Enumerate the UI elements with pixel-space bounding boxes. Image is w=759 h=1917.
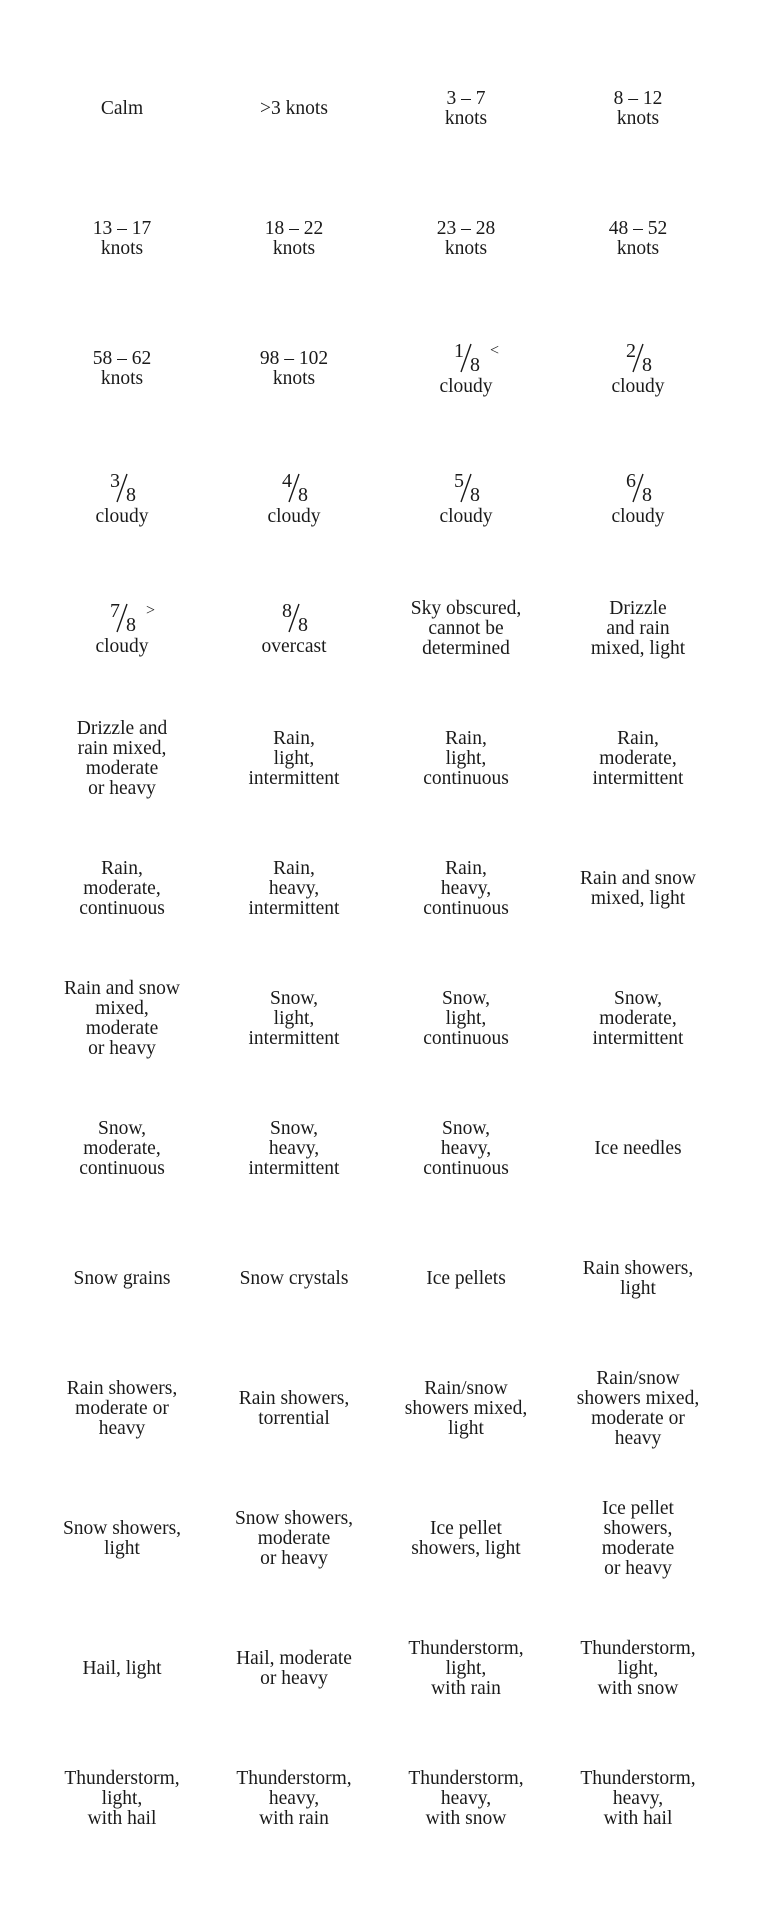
cell-label: Snow, light, intermittent [248, 988, 340, 1049]
legend-cell [208, 1734, 380, 1864]
legend-cell [208, 564, 380, 694]
legend-cell [36, 1734, 208, 1864]
legend-cell [552, 1344, 724, 1474]
cell-label: cloudy [611, 506, 665, 527]
fraction-denominator: 8 [469, 354, 480, 376]
cell-label: cloudy [95, 506, 149, 527]
fraction-denominator: 8 [298, 614, 308, 636]
cell-label: 8 – 12 knots [613, 88, 663, 129]
fraction-numerator: 2 [625, 340, 636, 362]
fraction-numerator: 8 [282, 600, 292, 622]
fraction-numerator: 1 [453, 340, 464, 362]
fraction-numerator: 3 [109, 470, 120, 492]
legend-cell [552, 1474, 724, 1604]
cloud-cover-fraction-group [262, 601, 327, 657]
legend-cell [36, 174, 208, 304]
fraction [100, 600, 156, 636]
legend-cell [208, 434, 380, 564]
legend-cell [380, 954, 552, 1084]
legend-cell [552, 1604, 724, 1734]
cell-label: 23 – 28 knots [436, 218, 496, 259]
legend-cell [552, 824, 724, 954]
cell-label: Drizzle and rain mixed, light [590, 598, 686, 659]
cloud-cover-fraction-group [439, 471, 492, 527]
legend-cell [208, 1084, 380, 1214]
legend-cell [552, 564, 724, 694]
cell-label: Rain, heavy, intermittent [248, 858, 340, 919]
legend-cell [208, 1344, 380, 1474]
cloud-cover-fraction-group [267, 471, 320, 527]
legend-cell [380, 1474, 552, 1604]
fraction-denominator: 8 [641, 354, 652, 376]
fraction [100, 471, 144, 505]
legend-cell [552, 694, 724, 824]
fraction [616, 341, 660, 375]
fraction [272, 471, 316, 505]
fraction-denominator: 8 [469, 484, 480, 506]
legend-cell [36, 1604, 208, 1734]
cell-label: Thunderstorm, heavy, with rain [236, 1768, 352, 1829]
legend-cell [36, 1474, 208, 1604]
cell-label: Thunderstorm, heavy, with snow [408, 1768, 524, 1829]
legend-cell [552, 174, 724, 304]
weather-symbol-legend [0, 44, 759, 1864]
legend-cell [552, 1214, 724, 1344]
legend-cell [380, 824, 552, 954]
fraction [616, 471, 660, 505]
fraction-numerator: 7 [109, 600, 120, 622]
cell-label: Thunderstorm, light, with hail [64, 1768, 180, 1829]
cell-label: Thunderstorm, light, with rain [408, 1638, 524, 1699]
cell-label: Drizzle and rain mixed, moderate or heavy [76, 718, 168, 799]
cell-label: Rain showers, moderate or heavy [66, 1378, 178, 1439]
cell-label: Thunderstorm, light, with snow [580, 1638, 696, 1699]
cell-label: Sky obscured, cannot be determined [410, 598, 522, 659]
cell-label: Snow, heavy, continuous [423, 1118, 509, 1179]
cell-label: 13 – 17 knots [92, 218, 152, 259]
fraction-numerator: 4 [281, 470, 292, 492]
cell-label: Snow showers, light [62, 1518, 182, 1559]
legend-cell [36, 304, 208, 434]
fraction-numerator: 6 [625, 470, 636, 492]
cell-label: cloudy [95, 636, 149, 657]
cell-label: Rain, light, continuous [423, 728, 509, 789]
legend-cell [36, 1344, 208, 1474]
legend-cell [380, 1214, 552, 1344]
fraction-denominator: 8 [297, 484, 308, 506]
legend-cell [36, 44, 208, 174]
legend-cell [208, 44, 380, 174]
legend-cell [208, 174, 380, 304]
fraction-numerator: 5 [453, 470, 464, 492]
legend-cell [208, 694, 380, 824]
fraction [444, 340, 500, 376]
legend-cell [208, 824, 380, 954]
legend-cell [36, 434, 208, 564]
legend-cell [552, 1734, 724, 1864]
legend-cell [380, 1604, 552, 1734]
legend-cell [208, 1604, 380, 1734]
cell-label: 3 – 7 knots [444, 88, 488, 129]
legend-cell [552, 304, 724, 434]
cloud-cover-fraction-group [95, 471, 148, 527]
cloud-cover-fraction-group [611, 471, 664, 527]
cell-label: Calm [100, 98, 144, 119]
cell-label: cloudy [439, 376, 493, 397]
cell-label: Rain showers, light [582, 1258, 694, 1299]
legend-cell [36, 824, 208, 954]
fraction [272, 601, 316, 635]
cell-label: Snow, moderate, intermittent [592, 988, 684, 1049]
cell-label: Rain, moderate, intermittent [592, 728, 684, 789]
cell-label: Ice pellet showers, light [411, 1518, 521, 1559]
cell-label: cloudy [611, 376, 665, 397]
legend-cell [380, 1734, 552, 1864]
cell-label: Snow, heavy, intermittent [248, 1118, 340, 1179]
cell-label: Ice pellets [426, 1268, 506, 1289]
cell-label: Snow, moderate, continuous [79, 1118, 165, 1179]
cell-label: Rain, heavy, continuous [423, 858, 509, 919]
cell-label: 98 – 102 knots [259, 348, 329, 389]
cell-label: Rain and snow mixed, light [580, 868, 696, 909]
legend-cell [380, 1084, 552, 1214]
cell-label: 48 – 52 knots [608, 218, 668, 259]
cell-label: Rain and snow mixed, moderate or heavy [64, 978, 180, 1059]
legend-cell [380, 304, 552, 434]
fraction-comparison-mark: < [489, 342, 500, 359]
cell-label: cloudy [267, 506, 321, 527]
cell-label: Rain, moderate, continuous [79, 858, 165, 919]
cell-label: cloudy [439, 506, 493, 527]
cell-label: Thunderstorm, heavy, with hail [580, 1768, 696, 1829]
fraction-denominator: 8 [125, 484, 136, 506]
legend-cell [552, 954, 724, 1084]
cell-label: Snow grains [73, 1268, 171, 1289]
fraction-denominator: 8 [125, 614, 136, 636]
cell-label: overcast [261, 636, 327, 657]
legend-cell [208, 954, 380, 1084]
legend-cell [380, 44, 552, 174]
cloud-cover-fraction-group [611, 341, 664, 397]
legend-cell [552, 44, 724, 174]
cell-label: Hail, light [82, 1658, 162, 1679]
fraction-denominator: 8 [641, 484, 652, 506]
cell-label: Hail, moderate or heavy [236, 1648, 352, 1689]
fraction [444, 471, 488, 505]
cloud-cover-fraction-group [439, 340, 500, 397]
legend-cell [208, 1474, 380, 1604]
legend-cell [380, 694, 552, 824]
legend-cell [208, 304, 380, 434]
cell-label: Rain/snow showers mixed, light [404, 1378, 528, 1439]
legend-cell [380, 564, 552, 694]
legend-cell [36, 694, 208, 824]
cell-label: Snow, light, continuous [423, 988, 509, 1049]
cell-label: 18 – 22 knots [264, 218, 324, 259]
cell-label: Rain showers, torrential [238, 1388, 350, 1429]
cloud-cover-fraction-group [95, 600, 156, 657]
legend-cell [552, 434, 724, 564]
legend-cell [36, 564, 208, 694]
legend-cell [36, 954, 208, 1084]
legend-cell [36, 1084, 208, 1214]
legend-cell [380, 174, 552, 304]
legend-cell [552, 1084, 724, 1214]
cell-label: Ice pellet showers, moderate or heavy [601, 1498, 675, 1579]
legend-cell [36, 1214, 208, 1344]
legend-cell [208, 1214, 380, 1344]
cell-label: 58 – 62 knots [92, 348, 152, 389]
cell-label: Ice needles [594, 1138, 682, 1159]
cell-label: Rain/snow showers mixed, moderate or heavy [576, 1368, 700, 1449]
cell-label: >3 knots [260, 98, 328, 119]
legend-cell [380, 1344, 552, 1474]
cell-label: Rain, light, intermittent [248, 728, 340, 789]
legend-cell [380, 434, 552, 564]
cell-label: Snow showers, moderate or heavy [234, 1508, 354, 1569]
cell-label: Snow crystals [239, 1268, 349, 1289]
fraction-comparison-mark: > [145, 602, 156, 619]
